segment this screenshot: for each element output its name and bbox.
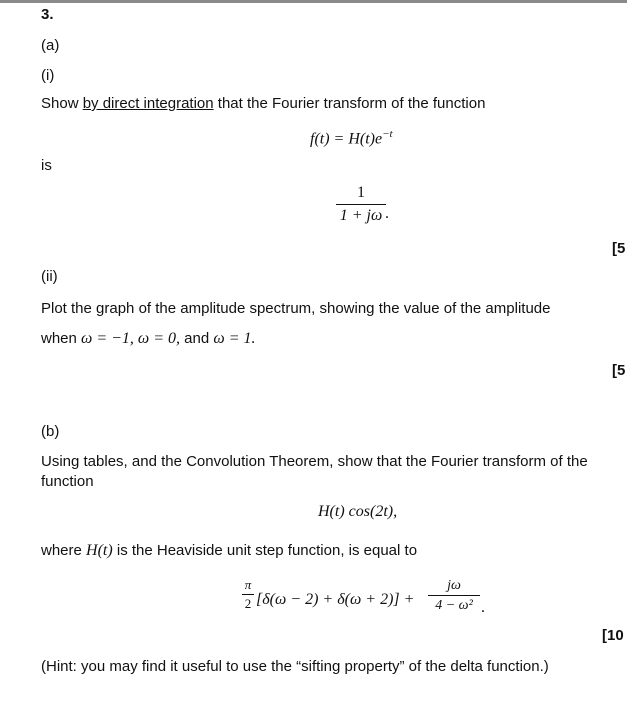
j-omega-denominator: 4 − ω² xyxy=(435,598,473,613)
result-numerator: 1 xyxy=(357,184,365,201)
marks-a-ii: [5 xyxy=(612,362,626,379)
j-omega-fraction-bar xyxy=(428,595,480,596)
result-period: . xyxy=(385,205,389,222)
pi-numerator: π xyxy=(244,577,252,592)
function-expression: f(t) = H(t)e xyxy=(310,130,383,148)
part-a-ii-line1: Plot the graph of the amplitude spectrum, showing the value of the amplitude xyxy=(41,300,551,317)
j-omega-numerator: jω xyxy=(447,578,461,593)
question-number: 3. xyxy=(41,6,54,23)
marks-a-i: [5 xyxy=(612,240,626,257)
part-a-ii-label: (ii) xyxy=(41,268,58,285)
pi-over-two xyxy=(242,578,254,611)
pi-fraction-bar xyxy=(242,594,254,595)
instruction-suffix: that the Fourier transform of the function xyxy=(213,95,486,112)
omega-values: ω = −1, ω = 0, xyxy=(81,330,181,347)
is-word: is xyxy=(41,157,52,174)
heaviside-symbol: H(t) xyxy=(86,542,113,559)
part-a-label: (a) xyxy=(41,37,60,54)
marks-b: [10 xyxy=(602,627,624,644)
omega-value-one: ω = 1. xyxy=(213,330,256,347)
fraction-bar xyxy=(336,204,386,205)
function-equation xyxy=(310,125,393,148)
part-b-label: (b) xyxy=(41,423,60,440)
part-a-i-instruction xyxy=(41,95,485,113)
delta-expression: [δ(ω − 2) + δ(ω + 2)] + xyxy=(256,591,415,608)
part-a-ii-line2 xyxy=(41,330,255,348)
part-b-line2: function xyxy=(41,473,94,490)
part-b-line1: Using tables, and the Convolution Theorem, show that the Fourier transform of the xyxy=(41,453,588,470)
where-prefix: where xyxy=(41,542,87,559)
j-omega-fraction xyxy=(428,578,480,613)
instruction-underlined: by direct integration xyxy=(82,95,214,112)
result-denominator: 1 + jω xyxy=(339,207,383,224)
final-period: . xyxy=(481,599,485,616)
result-fraction xyxy=(336,184,386,225)
function-exponent: −t xyxy=(382,128,393,140)
part-b-where-line xyxy=(41,542,417,560)
part-a-i-label: (i) xyxy=(41,67,55,84)
top-border xyxy=(0,0,627,3)
line2-mid: and xyxy=(180,330,214,347)
pi-denominator: 2 xyxy=(244,596,252,611)
instruction-prefix: Show xyxy=(41,95,83,112)
part-b-expression: H(t) cos(2t), xyxy=(318,503,398,520)
line2-prefix: when xyxy=(41,330,82,347)
hint-text: (Hint: you may find it useful to use the “sifting property” of the delta function.) xyxy=(41,658,549,675)
where-suffix: is the Heaviside unit step function, is equal to xyxy=(112,542,418,559)
